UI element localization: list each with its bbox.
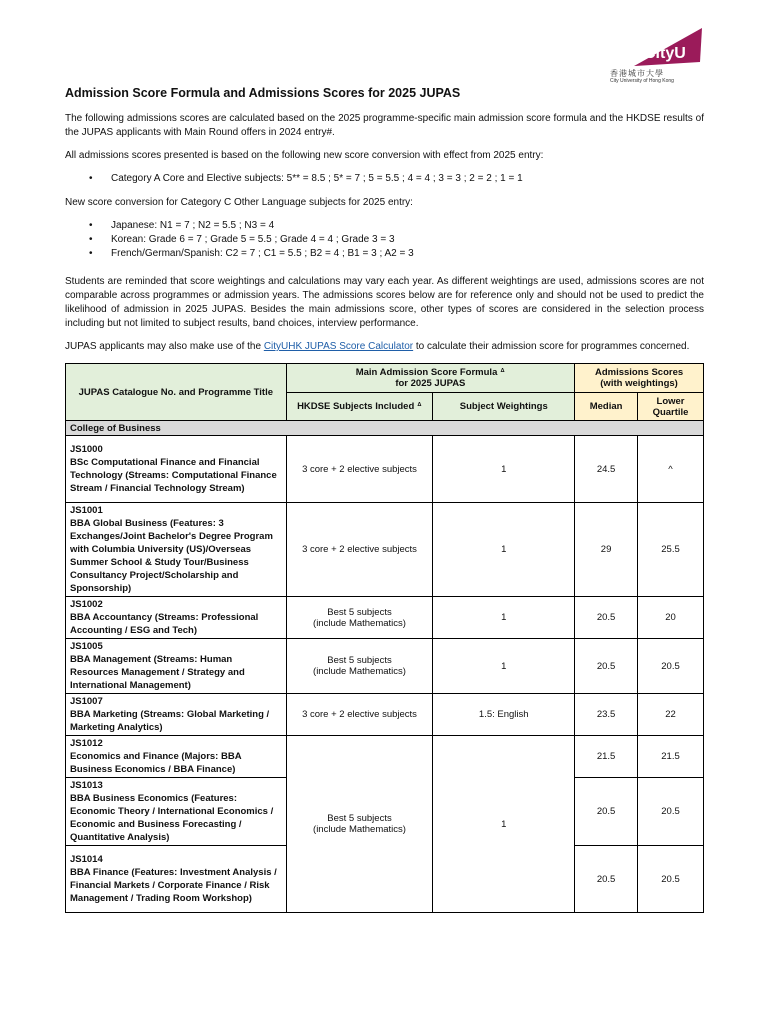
header-lq-line2: Quartile: [652, 406, 689, 418]
programme-cell: [66, 639, 287, 694]
intro-paragraph: The following admissions scores are calculated based on the 2025 programme-specific main admission score formula and the HKDSE results of the JUPAS applicants with Main Round offers in 2024 entry#.: [65, 113, 704, 138]
category-a-item: • Category A Core and Elective subjects: 5** = 8.5 ; 5* = 7 ; 5 = 5.5 ; 4 = 4 ; 3 = 3 ; 2 = 2 ; 1 = 1: [111, 172, 704, 186]
header-scores-line1: Admissions Scores: [594, 367, 684, 378]
category-c-list: [65, 219, 704, 261]
lower-quartile-cell: 21.5: [638, 736, 704, 778]
calculator-text-before: JUPAS applicants may also make use of the: [65, 341, 264, 352]
header-admission-scores: [575, 364, 704, 393]
median-cell: 20.5: [575, 778, 638, 846]
programme-cell: [66, 436, 287, 503]
reminder-paragraph: Students are reminded that score weightings and calculations may vary each year. As different weightings are used, admissions scores are not comparable across programmes or admission years. The admissions scores below are for reference only and should not be used to predict the likelihood of admission in 2025 JUPAS. Besides the main admissions score, other types of scores are considered in the selection process including but not limited to subject results, band choices, interview performance.: [65, 276, 704, 329]
header-formula: [286, 364, 575, 393]
programme-title: BBA Global Business (Features: 3 Exchanges/Joint Bachelor's Degree Program with Columbia University (US)/Overseas Summer School & Study Tour/Business Consultancy Project/Scholarship and Sponsorship): [70, 518, 273, 594]
category-c-item-korean: • Korean: Grade 6 = 7 ; Grade 5 = 5.5 ; Grade 4 = 4 ; Grade 3 = 3: [111, 233, 704, 247]
subjects-cell: 3 core + 2 elective subjects: [286, 503, 433, 597]
programme-code: JS1002: [70, 599, 103, 610]
lower-quartile-cell: 20.5: [638, 639, 704, 694]
page-title: Admission Score Formula and Admissions Scores for 2025 JUPAS: [65, 86, 461, 100]
header-scores-line2: (with weightings): [600, 378, 678, 389]
table-row: [66, 694, 704, 736]
group-college-of-business: College of Business: [66, 421, 704, 436]
conversion-intro: All admissions scores presented is based on the following new score conversion with effect from 2025 entry:: [65, 150, 544, 161]
programme-code: JS1013: [70, 780, 103, 791]
category-c-intro: New score conversion for Category C Other Language subjects for 2025 entry:: [65, 197, 413, 208]
programme-code: JS1005: [70, 641, 103, 652]
category-a-list: [65, 172, 704, 186]
lower-quartile-cell: 22: [638, 694, 704, 736]
subjects-cell: 3 core + 2 elective subjects: [286, 436, 433, 503]
lower-quartile-cell: ^: [638, 436, 704, 503]
subjects-cell-merged: [286, 736, 433, 913]
subjects-cell: [286, 597, 433, 639]
header-lower-quartile: [638, 393, 704, 421]
programme-cell: [66, 736, 287, 778]
subjects-line1: Best 5 subjects: [327, 655, 392, 666]
lower-quartile-cell: 20.5: [638, 846, 704, 913]
programme-cell: [66, 503, 287, 597]
cityu-logo-mark: [628, 26, 708, 68]
programme-cell: [66, 846, 287, 913]
median-cell: 20.5: [575, 639, 638, 694]
table-row: [66, 436, 704, 503]
table-row: [66, 736, 704, 778]
category-c-item-european: • French/German/Spanish: C2 = 7 ; C1 = 5.5 ; B2 = 4 ; B1 = 3 ; A2 = 3: [111, 247, 704, 261]
median-cell: 20.5: [575, 597, 638, 639]
median-cell: 23.5: [575, 694, 638, 736]
programme-code: JS1000: [70, 444, 103, 455]
median-cell: 21.5: [575, 736, 638, 778]
median-cell: 29: [575, 503, 638, 597]
programme-title: BSc Computational Finance and Financial Technology (Streams: Computational Finance Stream / Financial Technology Stream): [70, 457, 277, 494]
subjects-line1: Best 5 subjects: [327, 606, 392, 618]
subjects-cell: 3 core + 2 elective subjects: [286, 694, 433, 736]
table-row: [66, 639, 704, 694]
programme-cell: [66, 597, 287, 639]
programme-code: JS1014: [70, 854, 103, 865]
programme-title: BBA Marketing (Streams: Global Marketing / Marketing Analytics): [70, 709, 270, 733]
programme-cell: [66, 694, 287, 736]
header-formula-line2: for 2025 JUPAS: [395, 378, 466, 389]
weighting-cell: 1: [433, 503, 575, 597]
programme-title: BBA Accountancy (Streams: Professional Accounting / ESG and Tech): [70, 612, 259, 636]
table-row: [66, 597, 704, 639]
weighting-cell: 1: [433, 639, 575, 694]
weighting-cell: 1: [433, 436, 575, 503]
table-row: [66, 503, 704, 597]
lower-quartile-cell: 20.5: [638, 778, 704, 846]
weighting-cell: 1.5: English: [433, 694, 575, 736]
programme-title: BBA Finance (Features: Investment Analysis / Financial Markets / Corporate Finance / Risk Management / Trading Room Workshop): [70, 867, 277, 904]
logo-wordmark: CityU: [644, 45, 686, 62]
median-cell: 20.5: [575, 846, 638, 913]
header-subjects: HKDSE Subjects Included ᐞ: [286, 393, 433, 421]
weighting-cell: 1: [433, 597, 575, 639]
header-lq-line1: Lower: [656, 395, 685, 407]
lower-quartile-cell: 25.5: [638, 503, 704, 597]
category-c-item-japanese: • Japanese: N1 = 7 ; N2 = 5.5 ; N3 = 4: [111, 219, 704, 233]
subjects-cell: [286, 639, 433, 694]
score-calculator-link[interactable]: CityUHK JUPAS Score Calculator: [263, 341, 414, 352]
admission-scores-table: [65, 363, 704, 913]
subjects-line2: (include Mathematics): [313, 824, 406, 835]
calculator-paragraph: [65, 340, 704, 354]
document-body: [65, 86, 704, 913]
cityu-logo: [608, 26, 708, 86]
subjects-line2: (include Mathematics): [313, 666, 406, 677]
header-weightings: Subject Weightings: [433, 393, 575, 421]
programme-code: JS1012: [70, 738, 103, 749]
logo-english-name: City University of Hong Kong: [610, 78, 674, 84]
header-formula-line1: Main Admission Score Formula ᐞ: [355, 367, 506, 378]
programme-code: JS1007: [70, 696, 103, 707]
subjects-line2: (include Mathematics): [313, 617, 406, 629]
header-median: Median: [575, 393, 638, 421]
median-cell: 24.5: [575, 436, 638, 503]
logo-chinese-name: 香港城市大學: [610, 69, 664, 78]
programme-code: JS1001: [70, 505, 103, 516]
weighting-cell-merged: 1: [433, 736, 575, 913]
header-catalogue: JUPAS Catalogue No. and Programme Title: [66, 364, 287, 421]
subjects-line1: Best 5 subjects: [327, 813, 392, 824]
programme-title: BBA Management (Streams: Human Resources Management / Strategy and International Management): [70, 654, 245, 691]
calculator-text-after: to calculate their admission score for programmes concerned.: [413, 341, 690, 352]
programme-title: BBA Business Economics (Features: Economic Theory / International Economics / Economic and Business Forecasting / Quantitative Analysis): [70, 793, 274, 843]
programme-cell: [66, 778, 287, 846]
programme-title: Economics and Finance (Majors: BBA Business Economics / BBA Finance): [70, 751, 242, 775]
lower-quartile-cell: 20: [638, 597, 704, 639]
